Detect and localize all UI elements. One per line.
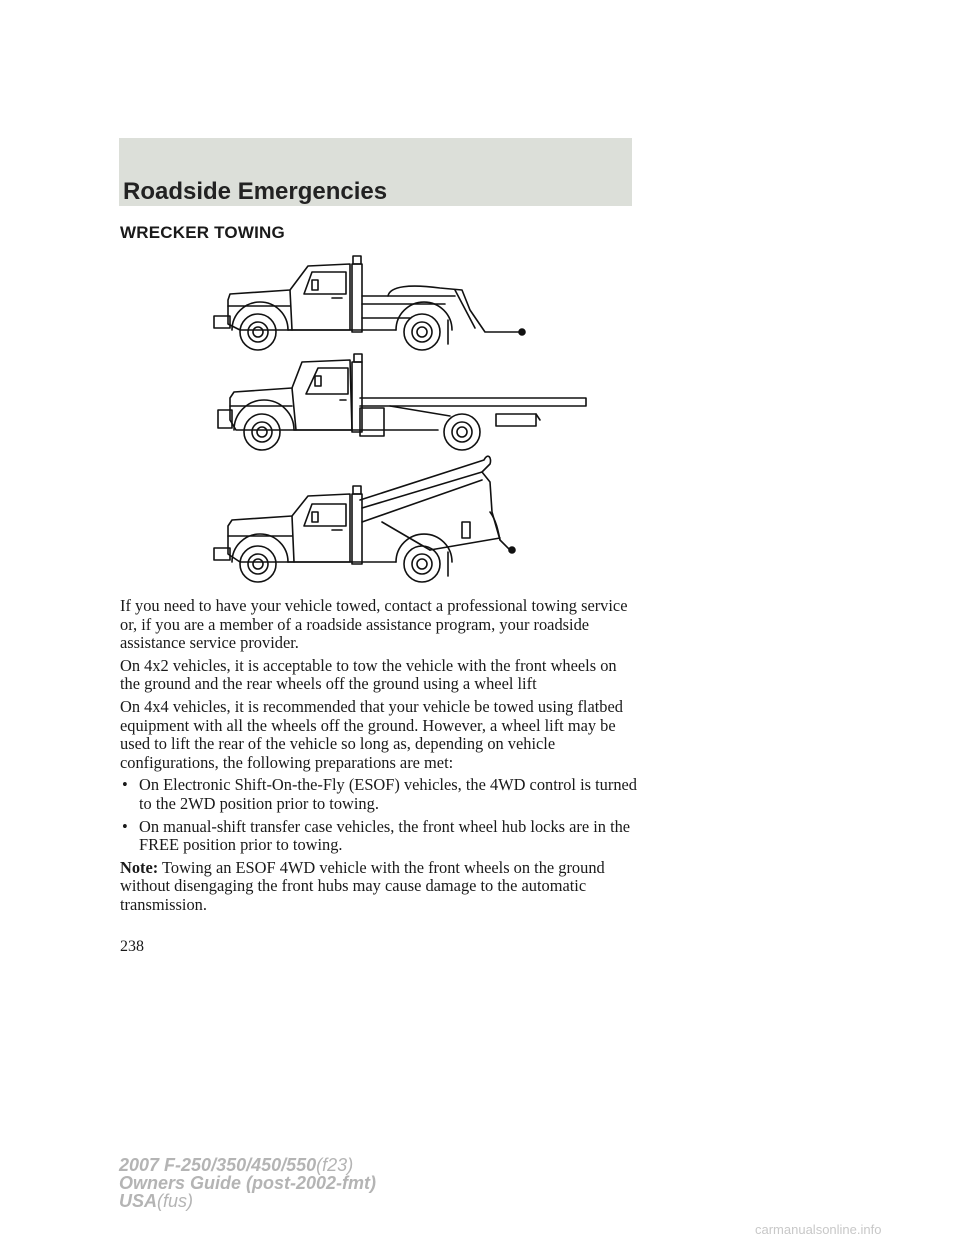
- watermark: carmanualsonline.info: [755, 1222, 882, 1237]
- document-footer: [119, 1156, 376, 1210]
- paragraph-contact-towing: If you need to have your vehicle towed, contact a professional towing service or, if you are a member of a roadside assistance program, your roadside assistance service provider.: [120, 596, 628, 653]
- note-text: Towing an ESOF 4WD vehicle with the front wheels on the ground without disengaging the front hubs may cause damage to the automatic transmission.: [120, 857, 605, 914]
- page-number: 238: [120, 938, 144, 955]
- footer-guide-name: Owners Guide (post-2002-fmt): [119, 1173, 377, 1193]
- bullet-text-manual-shift: On manual-shift transfer case vehicles, the front wheel hub locks are in the FREE position prior to towing.: [139, 816, 631, 855]
- bullet-symbol: •: [122, 816, 128, 836]
- note-paragraph: [120, 859, 640, 915]
- footer-line-market: [119, 1192, 376, 1210]
- footer-model-code: (f23): [316, 1155, 354, 1175]
- bullet-item-esof: [120, 776, 640, 813]
- wheel-lift-tow-truck: [214, 256, 525, 350]
- footer-model: 2007 F-250/350/450/550: [119, 1155, 317, 1175]
- note-label: Note:: [120, 857, 159, 877]
- bullet-text-esof: On Electronic Shift-On-the-Fly (ESOF) vehicles, the 4WD control is turned to the 2WD position prior to towing.: [139, 775, 637, 813]
- paragraph-4x2: On 4x2 vehicles, it is acceptable to tow the vehicle with the front wheels on the ground and the rear wheels off the ground using a wheel lift: [120, 655, 617, 694]
- body-text: [120, 597, 640, 919]
- footer-market: USA: [119, 1191, 158, 1211]
- flatbed-tow-truck: [218, 354, 586, 450]
- footer-line-model: [119, 1156, 376, 1174]
- bullet-item-manual-shift: [120, 818, 640, 855]
- section-title: WRECKER TOWING: [120, 223, 285, 242]
- boom-wrecker-tow-truck: [214, 456, 515, 582]
- tow-truck-illustrations: [200, 250, 620, 590]
- paragraph-4x4: On 4x4 vehicles, it is recommended that your vehicle be towed using flatbed equipment with all the wheels off the ground. However, a wheel lift may be used to lift the rear of the vehicle so long as, depending on vehicle configurations, the following preparations are met:: [120, 696, 623, 772]
- footer-market-code: (fus): [157, 1191, 194, 1211]
- page-header-title: Roadside Emergencies: [123, 178, 388, 205]
- bullet-symbol: •: [122, 775, 128, 795]
